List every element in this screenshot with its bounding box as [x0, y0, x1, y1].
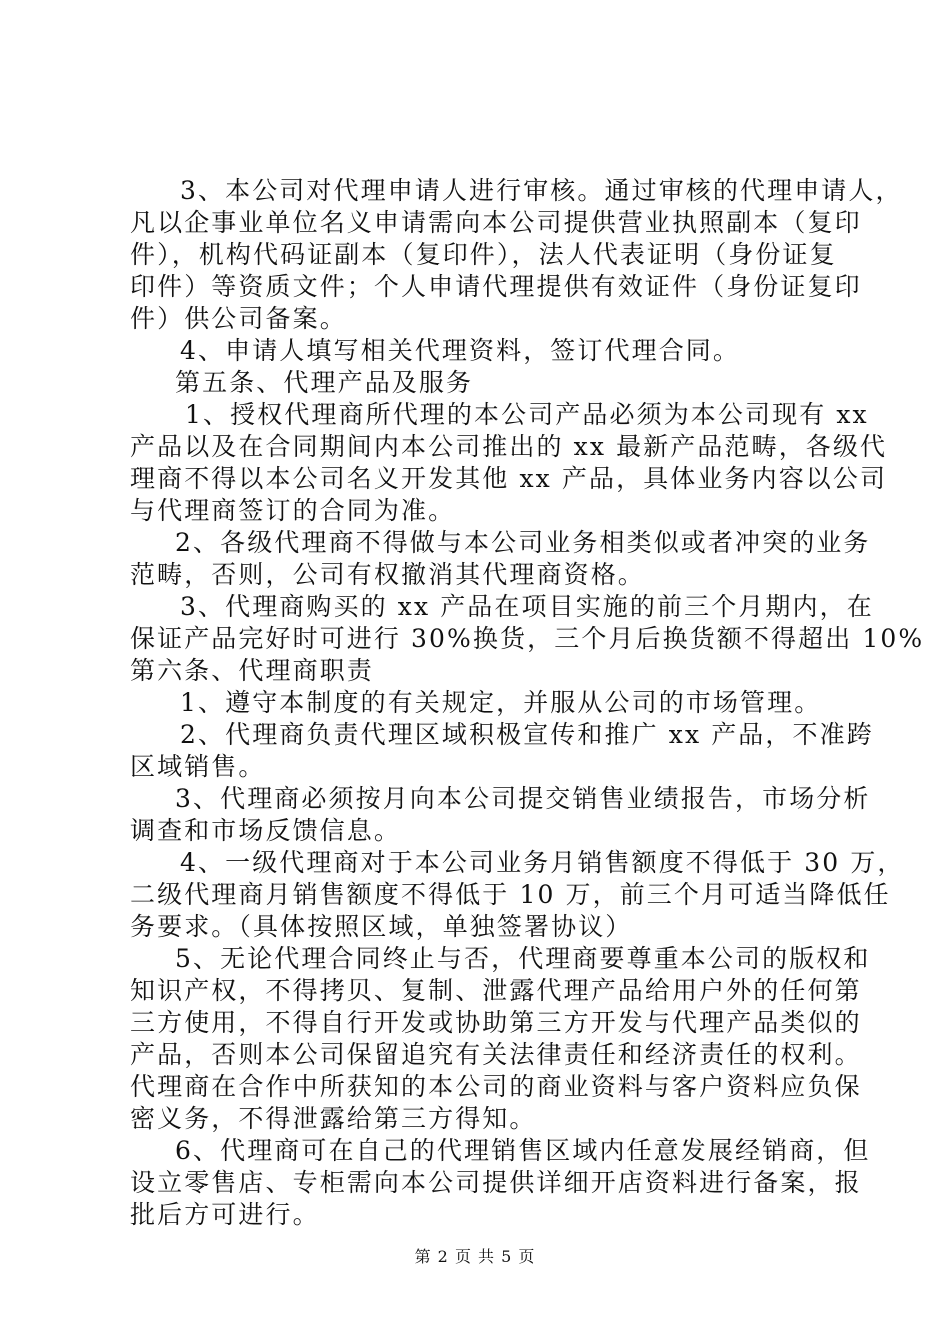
document-line: 5、无论代理合同终止与否，代理商要尊重本公司的版权和	[175, 944, 871, 973]
document-line: 件），机构代码证副本（复印件），法人代表证明（身份证复	[130, 240, 837, 269]
document-line: 区域销售。	[130, 752, 266, 781]
document-line: 件）供公司备案。	[130, 304, 347, 333]
document-line: 3、代理商必须按月向本公司提交销售业绩报告，市场分析	[175, 784, 871, 813]
document-line: 产品以及在合同期间内本公司推出的 xx 最新产品范畴，各级代	[130, 432, 888, 461]
document-line: 与代理商签订的合同为准。	[130, 496, 456, 525]
document-line: 务要求。（具体按照区域，单独签署协议）	[130, 912, 633, 941]
document-body	[130, 175, 925, 1231]
document-line: 1、遵守本制度的有关规定，并服从公司的市场管理。	[180, 688, 822, 717]
document-line: 3、代理商购买的 xx 产品在项目实施的前三个月期内，在	[180, 592, 874, 621]
document-line: 4、一级代理商对于本公司业务月销售额度不得低于 30 万，	[180, 848, 905, 877]
document-line: 6、代理商可在自己的代理销售区域内任意发展经销商，但	[175, 1136, 871, 1165]
document-line: 印件）等资质文件；个人申请代理提供有效证件（身份证复印	[130, 272, 862, 301]
document-line: 第六条、代理商职责	[130, 656, 374, 685]
document-line: 调查和市场反馈信息。	[130, 816, 402, 845]
document-line: 1、授权代理商所代理的本公司产品必须为本公司现有 xx	[185, 400, 869, 429]
document-line: 二级代理商月销售额度不得低于 10 万，前三个月可适当降低任	[130, 880, 891, 909]
document-line: 代理商在合作中所获知的本公司的商业资料与客户资料应负保	[130, 1072, 862, 1101]
document-line: 3、本公司对代理申请人进行审核。通过审核的代理申请人，	[180, 176, 903, 205]
document-line: 产品，否则本公司保留追究有关法律责任和经济责任的权利。	[130, 1040, 862, 1069]
document-line: 凡以企事业单位名义申请需向本公司提供营业执照副本（复印	[130, 208, 862, 237]
document-line: 密义务，不得泄露给第三方得知。	[130, 1104, 537, 1133]
document-line: 知识产权，不得拷贝、复制、泄露代理产品给用户外的任何第	[130, 976, 862, 1005]
document-line: 第五条、代理产品及服务	[175, 368, 474, 397]
document-line: 4、申请人填写相关代理资料，签订代理合同。	[180, 336, 741, 365]
document-line: 2、代理商负责代理区域积极宣传和推广 xx 产品，不准跨	[180, 720, 874, 749]
page-footer: 第 2 页 共 5 页	[414, 1247, 536, 1266]
document-line: 2、各级代理商不得做与本公司业务相类似或者冲突的业务	[175, 528, 871, 557]
document-line: 范畴，否则，公司有权撤消其代理商资格。	[130, 560, 645, 589]
document-line: 设立零售店、专柜需向本公司提供详细开店资料进行备案，报	[130, 1168, 862, 1197]
document-line: 保证产品完好时可进行 30%换货，三个月后换货额不得超出 10%	[130, 624, 925, 653]
document-line: 理商不得以本公司名义开发其他 xx 产品，具体业务内容以公司	[130, 464, 888, 493]
document-line: 三方使用，不得自行开发或协助第三方开发与代理产品类似的	[130, 1008, 862, 1037]
document-line: 批后方可进行。	[130, 1200, 320, 1229]
